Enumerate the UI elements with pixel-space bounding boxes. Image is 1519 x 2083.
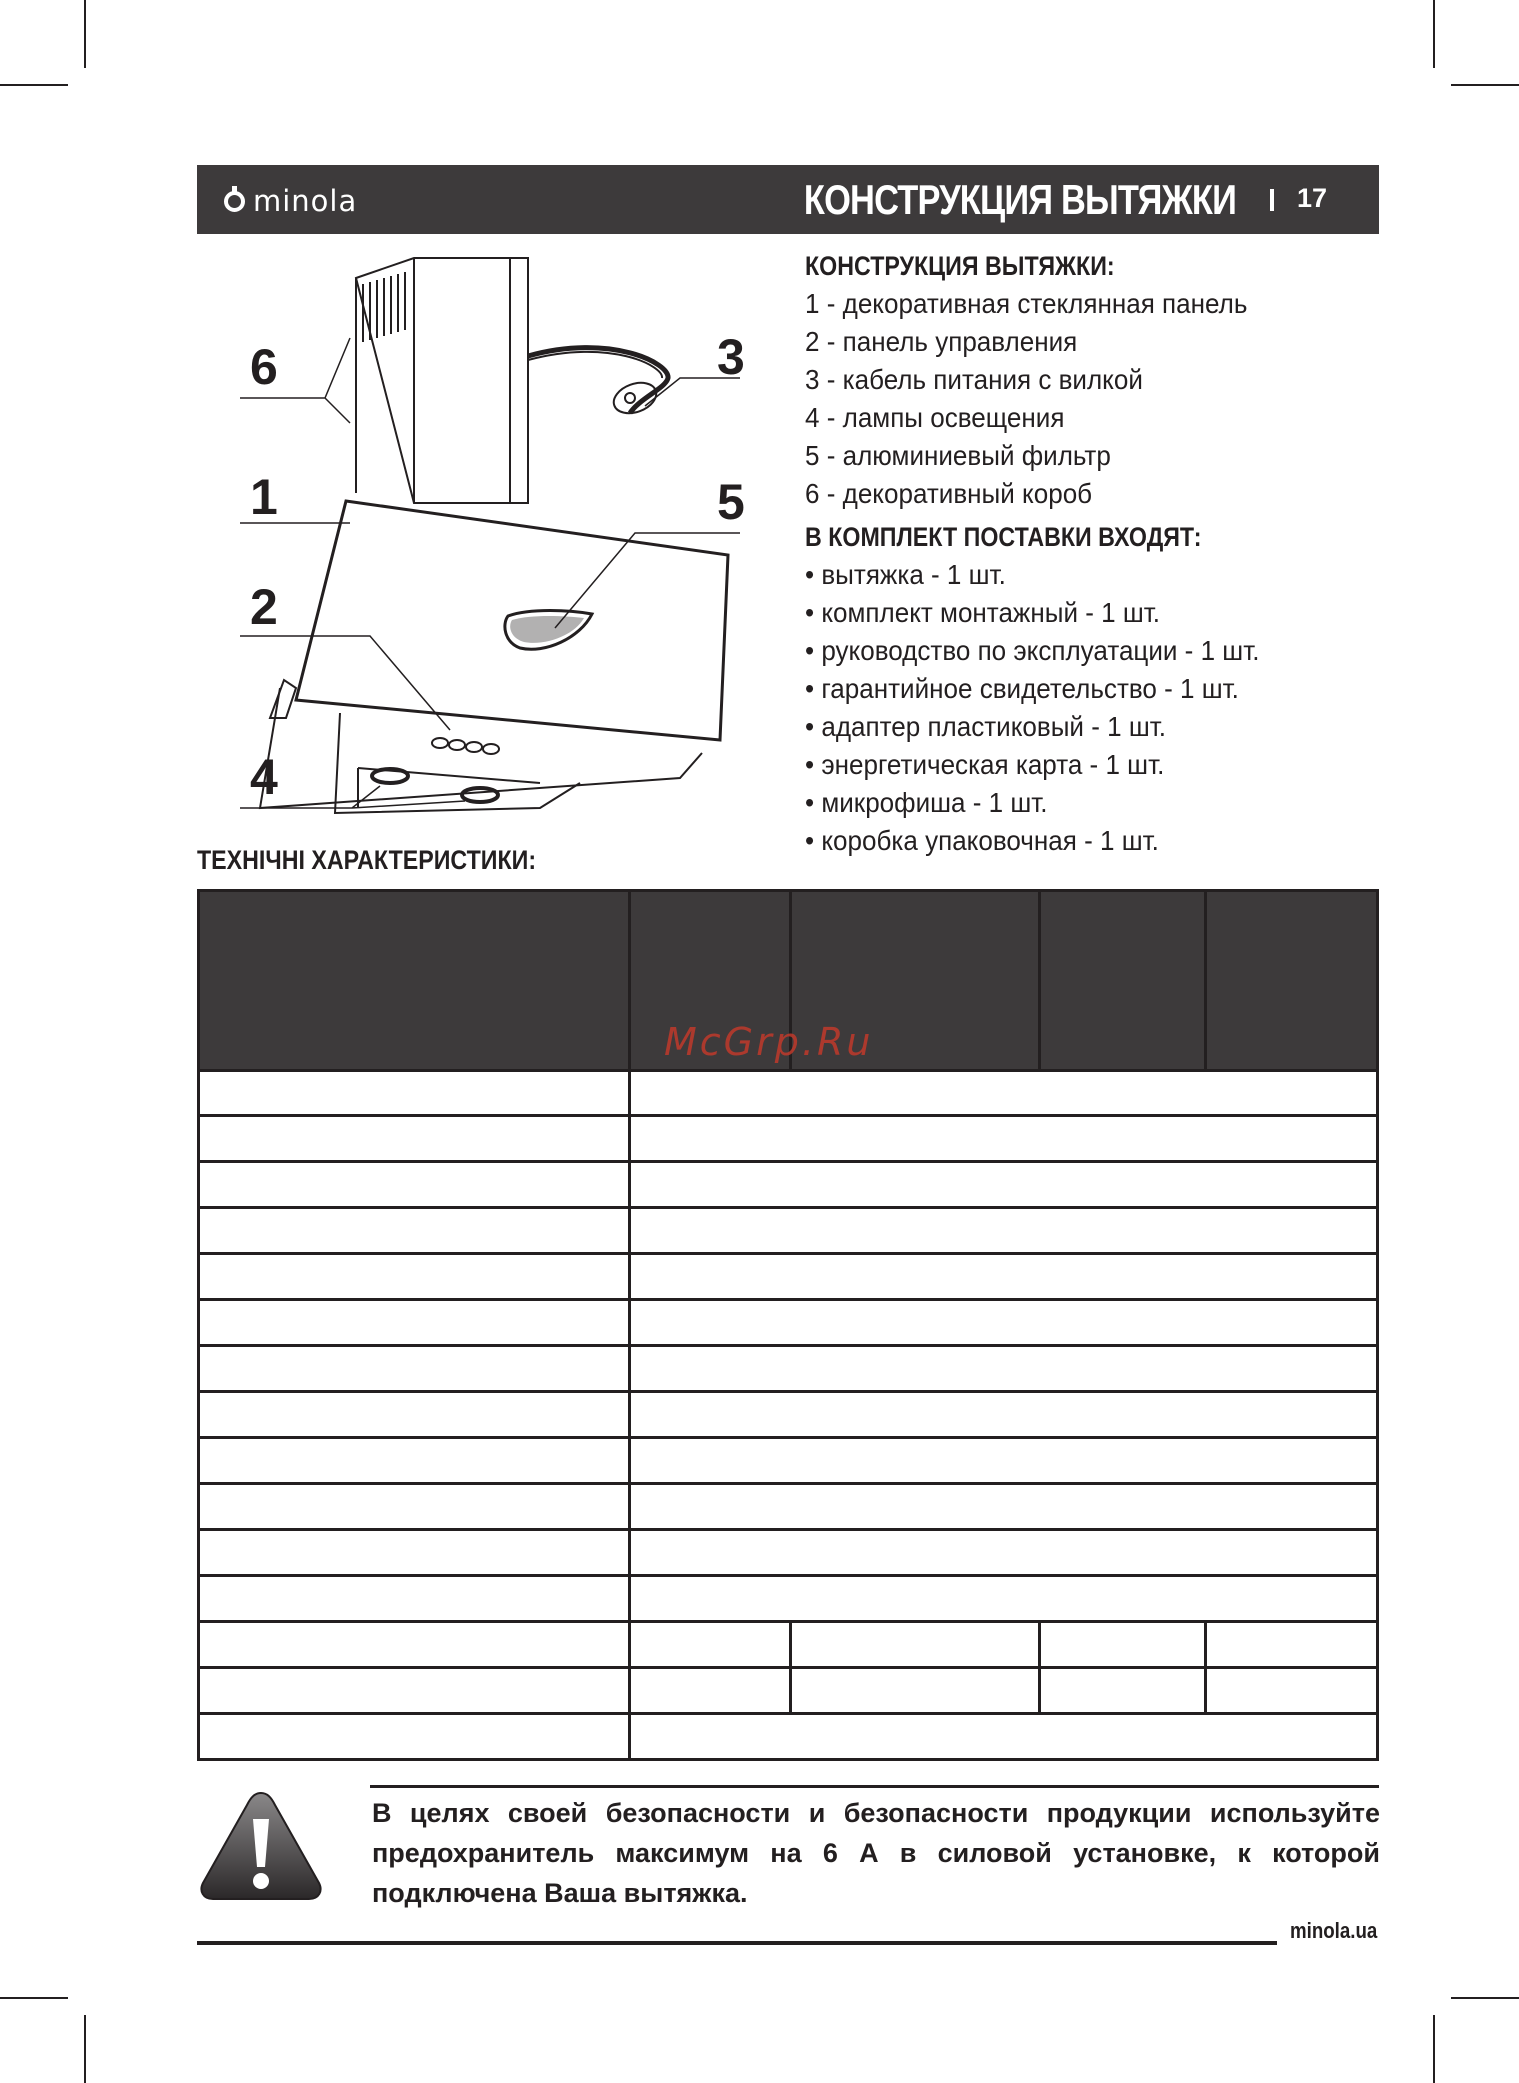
cooker-hood-drawing [240, 248, 760, 828]
package-item: • вытяжка - 1 шт. [805, 559, 1006, 590]
column-divider [1038, 1620, 1041, 1714]
table-row [200, 1620, 1376, 1623]
table-row [200, 1390, 1376, 1393]
crop-mark [0, 84, 68, 86]
table-row [200, 1114, 1376, 1117]
table-row [200, 1069, 1376, 1072]
table-row [200, 1436, 1376, 1439]
crop-mark [1433, 0, 1435, 68]
figure-label-1: 1 [250, 469, 278, 525]
column-divider [1204, 1620, 1207, 1714]
crop-mark [84, 2015, 86, 2083]
construction-item: 4 - лампы освещения [805, 402, 1065, 433]
table-row [200, 1298, 1376, 1301]
column-divider [789, 1620, 792, 1714]
figure-label-4: 4 [250, 749, 278, 805]
warning-icon [197, 1785, 325, 1905]
construction-title: КОНСТРУКЦИЯ ВЫТЯЖКИ: [805, 251, 1115, 281]
footer-rule [197, 1941, 1277, 1945]
crop-mark [1451, 84, 1519, 86]
table-row [200, 1482, 1376, 1485]
parts-description [805, 248, 1385, 860]
figure-label-2: 2 [250, 579, 278, 635]
column-divider [628, 1069, 631, 1761]
figure-label-6: 6 [250, 339, 278, 395]
figure-label-5: 5 [717, 474, 745, 530]
table-row [200, 1666, 1376, 1669]
table-row [200, 1206, 1376, 1209]
package-item: • микрофиша - 1 шт. [805, 787, 1048, 818]
header-separator [1270, 189, 1274, 211]
brand-logo [224, 184, 357, 218]
package-item: • гарантийное свидетельство - 1 шт. [805, 673, 1239, 704]
construction-item: 5 - алюминиевый фильтр [805, 440, 1111, 471]
package-item: • комплект монтажный - 1 шт. [805, 597, 1161, 628]
package-item: • адаптер пластиковый - 1 шт. [805, 711, 1166, 742]
page-title: КОНСТРУКЦИЯ ВЫТЯЖКИ [803, 176, 1236, 223]
header-divider [628, 892, 631, 1070]
table-row [200, 1160, 1376, 1163]
specs-title: ТЕХНІЧНІ ХАРАКТЕРИСТИКИ: [197, 845, 537, 875]
footer-url: minola.ua [1290, 1918, 1378, 1943]
header-divider [1038, 892, 1041, 1070]
table-row [200, 1712, 1376, 1715]
figure-label-3: 3 [717, 329, 745, 385]
power-icon [224, 191, 245, 212]
crop-mark [0, 1997, 68, 1999]
package-item: • коробка упаковочная - 1 шт. [805, 825, 1159, 856]
watermark: McGrp.Ru [664, 1020, 874, 1064]
hood-illustration [240, 248, 760, 828]
construction-item: 6 - декоративный короб [805, 478, 1093, 509]
crop-mark [84, 0, 86, 68]
table-row [200, 1574, 1376, 1577]
page-header [197, 165, 1379, 234]
package-item: • руководство по эксплуатации - 1 шт. [805, 635, 1260, 666]
divider [370, 1785, 1379, 1788]
package-title: В КОМПЛЕКТ ПОСТАВКИ ВХОДЯТ: [805, 522, 1202, 552]
package-item: • энергетическая карта - 1 шт. [805, 749, 1165, 780]
table-row [200, 1252, 1376, 1255]
construction-item: 2 - панель управления [805, 326, 1078, 357]
page-number: 17 [1297, 183, 1328, 213]
construction-item: 1 - декоративная стеклянная панель [805, 288, 1248, 319]
table-row [200, 1528, 1376, 1531]
brand-name: minola [253, 184, 358, 218]
safety-warning: В целях своей безопасности и безопасности продукции используйте предохранитель максимум на 6 А в силовой установке, к которой подключена Ваша вытяжка. [372, 1798, 1380, 1908]
crop-mark [1451, 1997, 1519, 1999]
header-divider [1204, 892, 1207, 1070]
construction-item: 3 - кабель питания с вилкой [805, 364, 1143, 395]
table-row [200, 1344, 1376, 1347]
crop-mark [1433, 2015, 1435, 2083]
